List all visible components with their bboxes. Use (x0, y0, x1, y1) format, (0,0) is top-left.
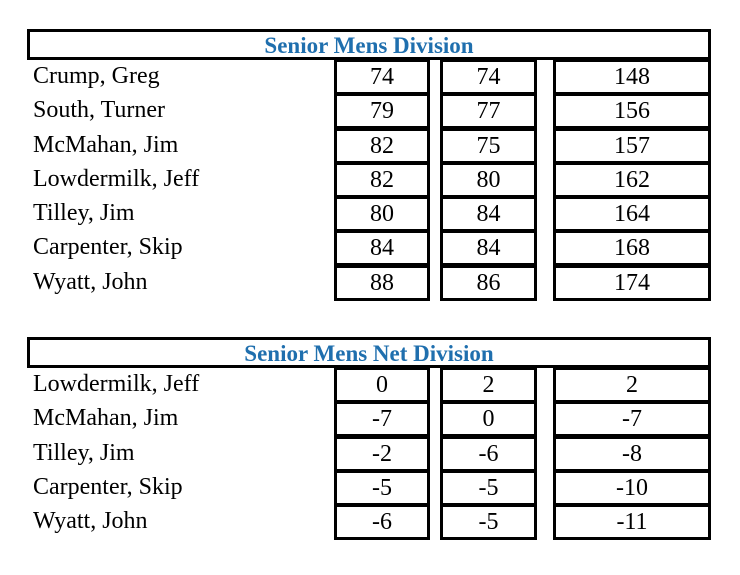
player-row (27, 129, 711, 163)
total-score: 2 (553, 367, 711, 403)
player-name: Lowdermilk, Jeff (33, 165, 200, 192)
round-2-score: 84 (440, 230, 537, 266)
total-score: -11 (553, 504, 711, 540)
total-score: 174 (553, 265, 711, 301)
player-row (27, 471, 711, 505)
player-name: Wyatt, John (33, 508, 148, 535)
player-row (27, 402, 711, 436)
results-rows (27, 60, 711, 300)
results-rows (27, 368, 711, 539)
player-row (27, 437, 711, 471)
round-2-score: 77 (440, 93, 537, 129)
total-score: -10 (553, 470, 711, 506)
player-row (27, 368, 711, 402)
player-row (27, 266, 711, 300)
round-1-score: -6 (334, 504, 430, 540)
round-1-score: 0 (334, 367, 430, 403)
player-name: Crump, Greg (33, 63, 160, 89)
round-1-score: 82 (334, 128, 430, 164)
round-1-score: 82 (334, 162, 430, 198)
round-2-score: 86 (440, 265, 537, 301)
player-row (27, 505, 711, 539)
total-score: 164 (553, 196, 711, 232)
senior-mens-division-table (27, 29, 711, 300)
player-name: Tilley, Jim (33, 200, 135, 227)
total-score: 157 (553, 128, 711, 164)
player-name: Wyatt, John (33, 268, 148, 295)
round-1-score: -7 (334, 401, 430, 437)
round-2-score: -5 (440, 504, 537, 540)
round-2-score: 0 (440, 401, 537, 437)
player-row (27, 60, 711, 94)
round-1-score: -2 (334, 436, 430, 472)
player-name: Lowdermilk, Jeff (33, 371, 200, 397)
round-2-score: -5 (440, 470, 537, 506)
player-name: McMahan, Jim (33, 405, 179, 432)
section-title: Senior Mens Net Division (27, 337, 711, 368)
round-1-score: 74 (334, 59, 430, 95)
total-score: 156 (553, 93, 711, 129)
round-1-score: 88 (334, 265, 430, 301)
player-row (27, 231, 711, 265)
total-score: -8 (553, 436, 711, 472)
round-1-score: 79 (334, 93, 430, 129)
total-score: -7 (553, 401, 711, 437)
round-2-score: 84 (440, 196, 537, 232)
round-1-score: -5 (334, 470, 430, 506)
player-name: Tilley, Jim (33, 439, 135, 466)
round-2-score: 75 (440, 128, 537, 164)
round-2-score: -6 (440, 436, 537, 472)
round-2-score: 2 (440, 367, 537, 403)
round-1-score: 84 (334, 230, 430, 266)
total-score: 148 (553, 59, 711, 95)
player-name: Carpenter, Skip (33, 473, 183, 500)
player-row (27, 94, 711, 128)
senior-mens-net-division-table (27, 337, 711, 539)
round-2-score: 80 (440, 162, 537, 198)
round-1-score: 80 (334, 196, 430, 232)
player-name: South, Turner (33, 97, 166, 124)
total-score: 168 (553, 230, 711, 266)
total-score: 162 (553, 162, 711, 198)
player-row (27, 163, 711, 197)
player-name: Carpenter, Skip (33, 234, 183, 261)
player-name: McMahan, Jim (33, 131, 179, 158)
round-2-score: 74 (440, 59, 537, 95)
section-title: Senior Mens Division (27, 29, 711, 60)
player-row (27, 197, 711, 231)
